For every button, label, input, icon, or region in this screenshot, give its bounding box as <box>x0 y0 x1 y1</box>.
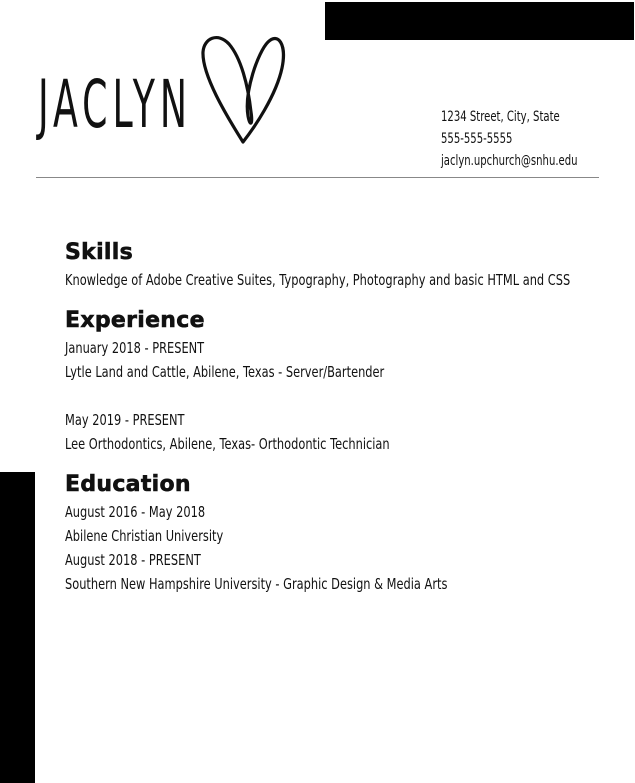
section-spacer <box>65 292 625 306</box>
top-black-bar <box>325 2 634 40</box>
education-dates: August 2016 - May 2018 <box>65 503 206 521</box>
skills-heading: Skills <box>65 240 133 265</box>
left-black-bar <box>0 472 35 783</box>
section-spacer <box>65 456 625 470</box>
education-section <box>65 470 625 596</box>
resume-name: JACLYN <box>38 66 193 143</box>
experience-section <box>65 306 625 456</box>
experience-heading: Experience <box>65 308 205 333</box>
contact-email: jaclyn.upchurch@snhu.edu <box>441 153 578 169</box>
skills-section <box>65 238 625 292</box>
contact-phone: 555-555-5555 <box>441 131 513 147</box>
entry-spacer <box>65 384 625 408</box>
experience-dates: May 2019 - PRESENT <box>65 411 185 429</box>
header-divider <box>36 177 599 178</box>
resume-body <box>65 238 625 596</box>
education-dates: August 2018 - PRESENT <box>65 551 201 569</box>
experience-dates: January 2018 - PRESENT <box>65 339 205 357</box>
education-heading: Education <box>65 472 191 497</box>
contact-address: 1234 Street, City, State <box>441 109 560 125</box>
skills-text: Knowledge of Adobe Creative Suites, Typography, Photography and basic HTML and CSS <box>65 271 571 289</box>
education-detail: Southern New Hampshire University - Graphic Design & Media Arts <box>65 575 448 593</box>
education-detail: Abilene Christian University <box>65 527 224 545</box>
contact-block <box>441 106 631 172</box>
experience-detail: Lytle Land and Cattle, Abilene, Texas - Server/Bartender <box>65 363 385 381</box>
heart-icon <box>196 30 288 154</box>
experience-detail: Lee Orthodontics, Abilene, Texas- Orthodontic Technician <box>65 435 390 453</box>
